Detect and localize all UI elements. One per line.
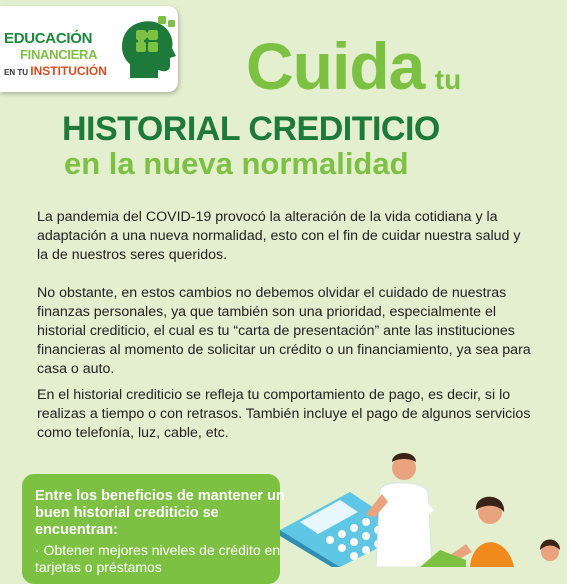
logo-line-2: FINANCIERA [20,47,98,62]
headline-suffix: tu [434,64,462,95]
paragraph-3: En el historial crediticio se refleja tu comportamiento de pago, es decir, si lo realizas a tiempo o con retrasos. También incluye el pago de algunos servicios como telefonía, luz, cable, etc. [37,387,531,441]
headline-nueva-normalidad: en la nueva normalidad [64,146,409,181]
logo-line-3-prefix: EN TU [4,68,28,77]
logo-line-3 [4,64,107,78]
logo-badge [0,6,178,92]
headline-main: Cuida [246,29,425,103]
family-calculator-illustration [270,440,567,567]
head-puzzle-icon [118,16,176,82]
benefits-title: Entre los beneficios de mantener un buen historial crediticio se encuentran: [35,488,285,538]
man-figure [366,453,434,567]
logo-line-3-emph: INSTITUCIÓN [30,64,107,78]
paragraph-2: No obstante, en estos cambios no debemos olvidar el cuidado de nuestras finanzas personales, ya que también son una prioridad, especialmente el historial crediticio, el cual es tu “carta de presentación” ante las instituciones financieras al momento de solicitar un crédito o un financiamiento, ya sea para casa o auto. [37,285,531,377]
child-figure [540,540,560,562]
benefits-item: · Obtener mejores niveles de crédito en tarjetas o préstamos [35,542,281,575]
paragraph-1: La pandemia del COVID-19 provocó la alteración de la vida cotidiana y la adaptación a una nueva normalidad, esto con el fin de cuidar nuestra salud y la de nuestros seres queridos. [37,209,521,263]
benefits-box [22,474,285,584]
logo-line-1: EDUCACIÓN [4,30,93,47]
headline-cuida [246,28,461,104]
headline-historial: HISTORIAL CREDITICIO [62,110,440,148]
